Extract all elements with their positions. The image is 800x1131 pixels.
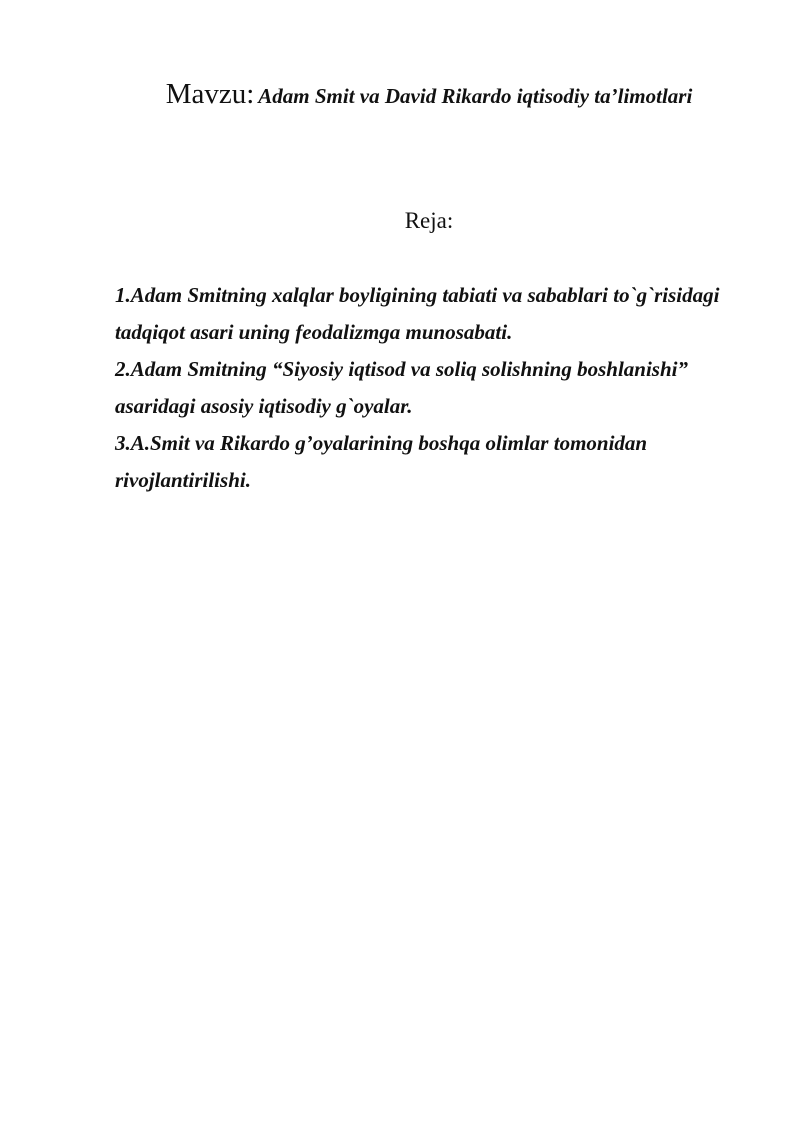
title-topic: Adam Smit va David Rikardo iqtisodiy ta’limotlari	[258, 84, 693, 108]
document-title	[0, 78, 800, 111]
plan-list	[115, 277, 755, 499]
plan-item-2: 2.Adam Smitning “Siyosiy iqtisod va soliq solishning boshlanishi” asaridagi asosiy iqtisodiy g`oyalar.	[115, 357, 688, 418]
plan-item-3: 3.A.Smit va Rikardo g’oyalarining boshqa olimlar tomonidan rivojlantirilishi.	[115, 431, 648, 492]
plan-heading: Reja:	[404, 208, 454, 233]
title-label: Mavzu:	[165, 78, 255, 110]
plan-item-1: 1.Adam Smitning xalqlar boyligining tabiati va sabablari to`g`risidagi tadqiqot asari uning feodalizmga munosabati.	[115, 283, 720, 344]
